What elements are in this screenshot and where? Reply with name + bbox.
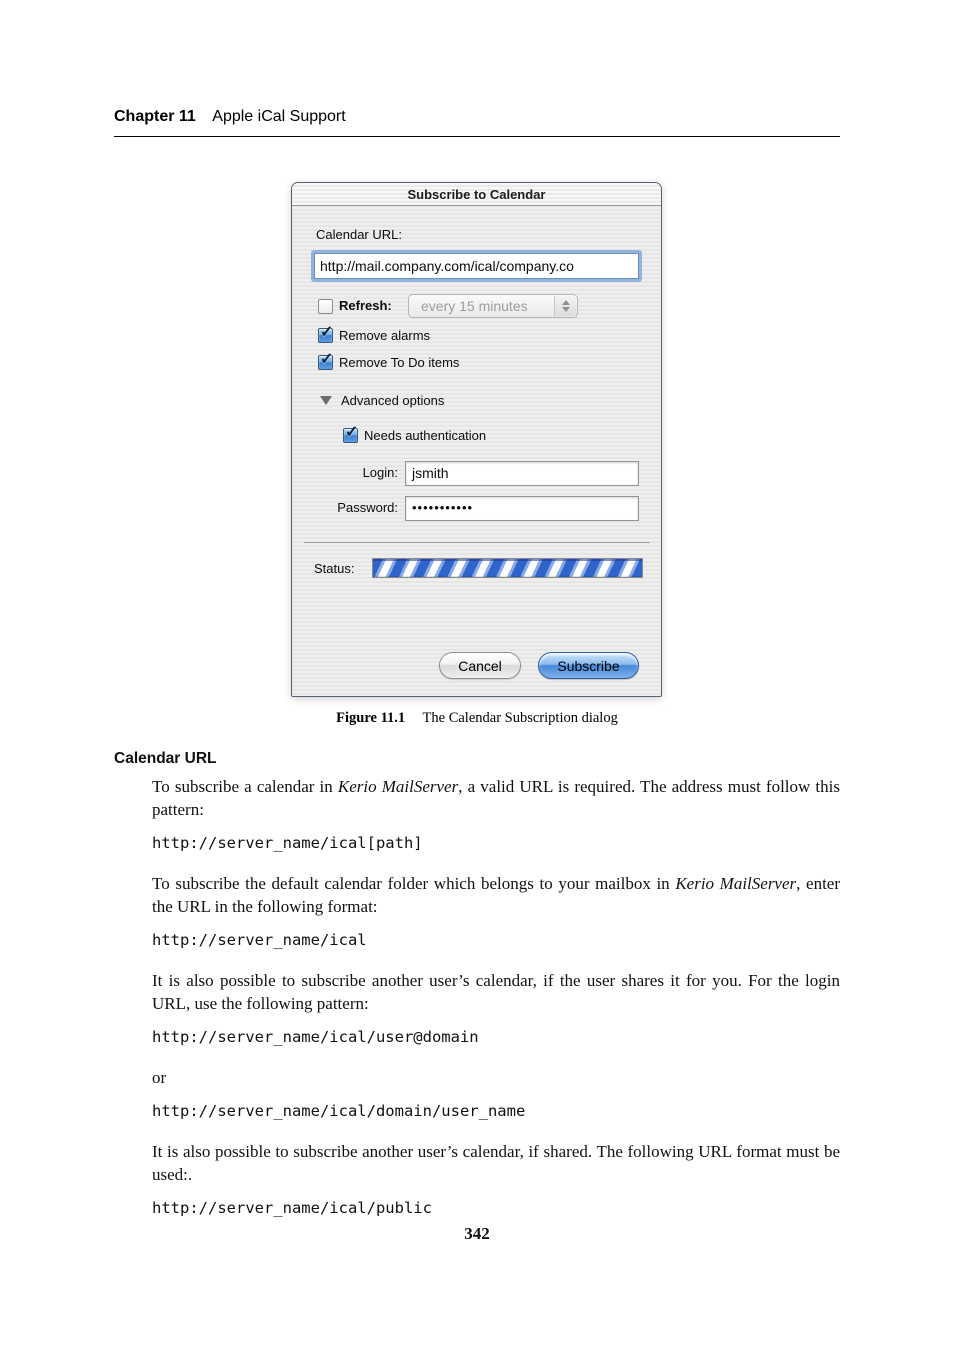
paragraph: To subscribe a calendar in Kerio MailServer, a valid URL is required. The address must follow this pattern: bbox=[152, 777, 840, 819]
advanced-options-label: Advanced options bbox=[341, 393, 445, 408]
refresh-checkbox[interactable] bbox=[318, 299, 333, 314]
checkmark-icon: ✓ bbox=[345, 424, 359, 441]
refresh-interval-value: every 15 minutes bbox=[421, 298, 528, 314]
or-text: or bbox=[152, 1068, 167, 1087]
code-block: http://server_name/ical bbox=[152, 931, 367, 949]
paragraph: It is also possible to subscribe another user’s calendar, if shared. The following URL format must be used:. bbox=[152, 1142, 840, 1184]
dialog-titlebar[interactable] bbox=[292, 183, 661, 206]
separator bbox=[304, 542, 650, 543]
figure-label: Figure 11.1 bbox=[336, 710, 406, 726]
checkmark-icon: ✓ bbox=[320, 324, 334, 341]
login-label: Login: bbox=[362, 465, 398, 480]
remove-alarms-label: Remove alarms bbox=[339, 328, 431, 343]
page-number: 342 bbox=[464, 1224, 490, 1243]
cancel-button[interactable]: Cancel bbox=[439, 652, 521, 679]
refresh-interval-select[interactable] bbox=[408, 294, 578, 318]
stepper-arrows-icon bbox=[554, 296, 576, 316]
status-progress-bar bbox=[372, 558, 643, 578]
header-rule bbox=[114, 136, 840, 137]
subscribe-button[interactable]: Subscribe bbox=[538, 652, 639, 679]
figure-caption bbox=[0, 710, 954, 727]
chapter-label: Chapter 11 bbox=[114, 108, 196, 125]
remove-todo-checkbox[interactable] bbox=[318, 351, 334, 370]
code-block: http://server_name/ical/user@domain bbox=[152, 1028, 479, 1046]
remove-todo-label: Remove To Do items bbox=[339, 355, 460, 370]
status-label: Status: bbox=[314, 561, 355, 576]
product-name-italic: Kerio MailServer bbox=[337, 777, 459, 796]
password-label: Password: bbox=[337, 500, 398, 515]
login-input[interactable]: jsmith bbox=[405, 461, 639, 486]
password-input[interactable]: ••••••••••• bbox=[405, 496, 639, 521]
needs-auth-label: Needs authentication bbox=[364, 428, 487, 443]
disclosure-triangle-icon bbox=[320, 396, 332, 405]
dialog-title: Subscribe to Calendar bbox=[407, 187, 546, 202]
code-block: http://server_name/ical[path] bbox=[152, 834, 423, 852]
chapter-title: Apple iCal Support bbox=[212, 108, 346, 125]
subscribe-dialog bbox=[291, 182, 662, 697]
calendar-url-input[interactable]: http://mail.company.com/ical/company.co bbox=[314, 253, 639, 279]
body-text bbox=[114, 750, 840, 1237]
advanced-options-disclosure[interactable] bbox=[320, 393, 444, 408]
checkmark-icon: ✓ bbox=[320, 351, 334, 368]
section-heading: Calendar URL bbox=[114, 750, 217, 767]
refresh-label: Refresh: bbox=[339, 298, 392, 313]
paragraph: To subscribe the default calendar folder which belongs to your mailbox in Kerio MailServer, enter the URL in the following format: bbox=[152, 874, 840, 916]
product-name-italic: Kerio MailServer bbox=[675, 874, 797, 893]
figure-text: The Calendar Subscription dialog bbox=[422, 710, 618, 726]
code-block: http://server_name/ical/public bbox=[152, 1199, 432, 1217]
needs-auth-checkbox[interactable] bbox=[343, 424, 359, 443]
page-header bbox=[114, 108, 840, 126]
remove-alarms-checkbox[interactable] bbox=[318, 324, 334, 343]
calendar-url-label: Calendar URL: bbox=[316, 227, 402, 242]
code-block: http://server_name/ical/domain/user_name bbox=[152, 1102, 526, 1120]
paragraph: It is also possible to subscribe another user’s calendar, if the user shares it for you. For the login URL, use the following pattern: bbox=[152, 971, 840, 1013]
